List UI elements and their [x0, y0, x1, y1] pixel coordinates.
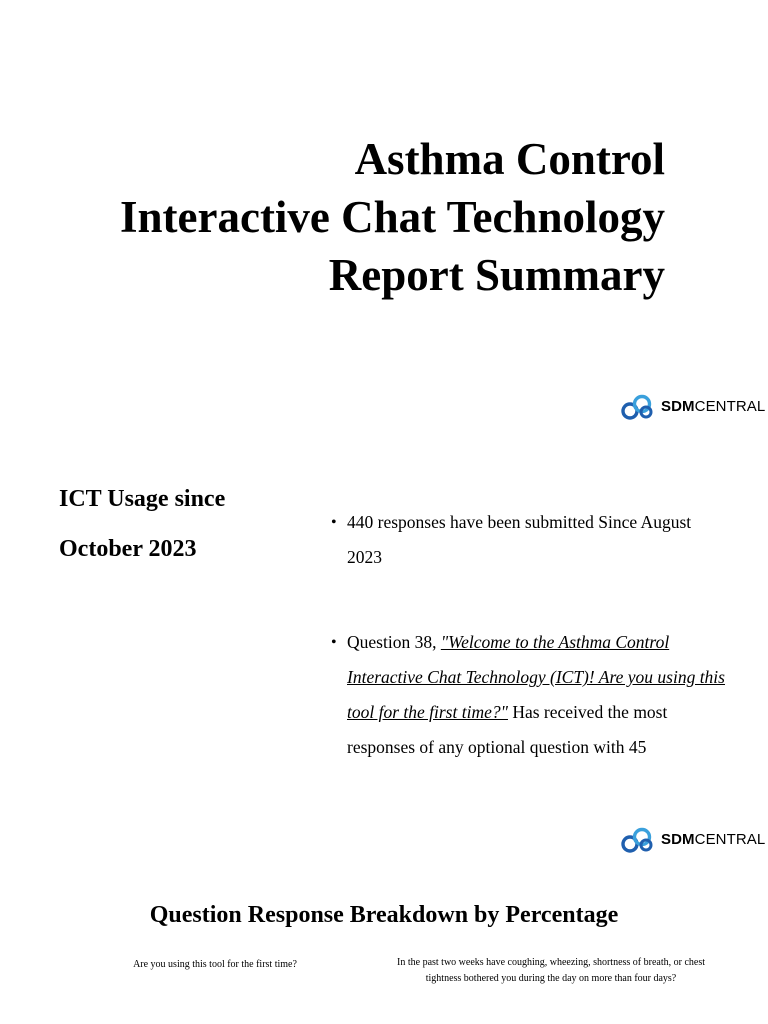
sdm-central-logo-2 — [620, 825, 765, 853]
bullet-responses — [329, 505, 729, 575]
logo-wordmark-bold: SDM — [661, 397, 695, 415]
title-line-1: Asthma Control — [354, 134, 665, 184]
question-38-quote: "Welcome to the Asthma Control Interactive Chat Technology (ICT)! Are you using this tool for the first time?" — [347, 632, 725, 722]
bullet-responses-text: 440 responses have been submitted Since August 2023 — [347, 512, 692, 567]
cloud-link-icon — [620, 392, 654, 420]
bullet-q38-prefix: Question 38, — [347, 632, 441, 652]
usage-heading — [59, 480, 225, 568]
title-line-2: Interactive Chat Technology — [120, 192, 665, 242]
logo-wordmark-regular: CENTRAL — [694, 830, 766, 848]
logo-wordmark — [661, 398, 765, 415]
usage-bullet-list — [329, 505, 729, 765]
cloud-link-icon — [620, 825, 654, 853]
report-title — [120, 130, 665, 304]
chart-question-left: Are you using this tool for the first time? — [133, 959, 297, 970]
logo-wordmark-bold: SDM — [661, 830, 695, 848]
logo-wordmark — [661, 831, 765, 848]
title-line-3: Report Summary — [328, 250, 665, 300]
sdm-central-logo — [620, 392, 765, 420]
bullet-question-38 — [329, 625, 729, 765]
bullet-q38-suffix: Has received the most responses of any optional question with 45 — [347, 702, 668, 757]
bullet-dot: • — [331, 634, 337, 651]
breakdown-heading: Question Response Breakdown by Percentage — [149, 902, 619, 928]
chart-question-right: In the past two weeks have coughing, wheezing, shortness of breath, or chest tightness bothered you during the day on more than four days? — [397, 957, 705, 984]
usage-heading-line-1: ICT Usage since — [59, 486, 226, 512]
usage-heading-line-2: October 2023 — [59, 536, 197, 562]
bullet-dot: • — [331, 514, 337, 531]
logo-wordmark-regular: CENTRAL — [694, 397, 766, 415]
